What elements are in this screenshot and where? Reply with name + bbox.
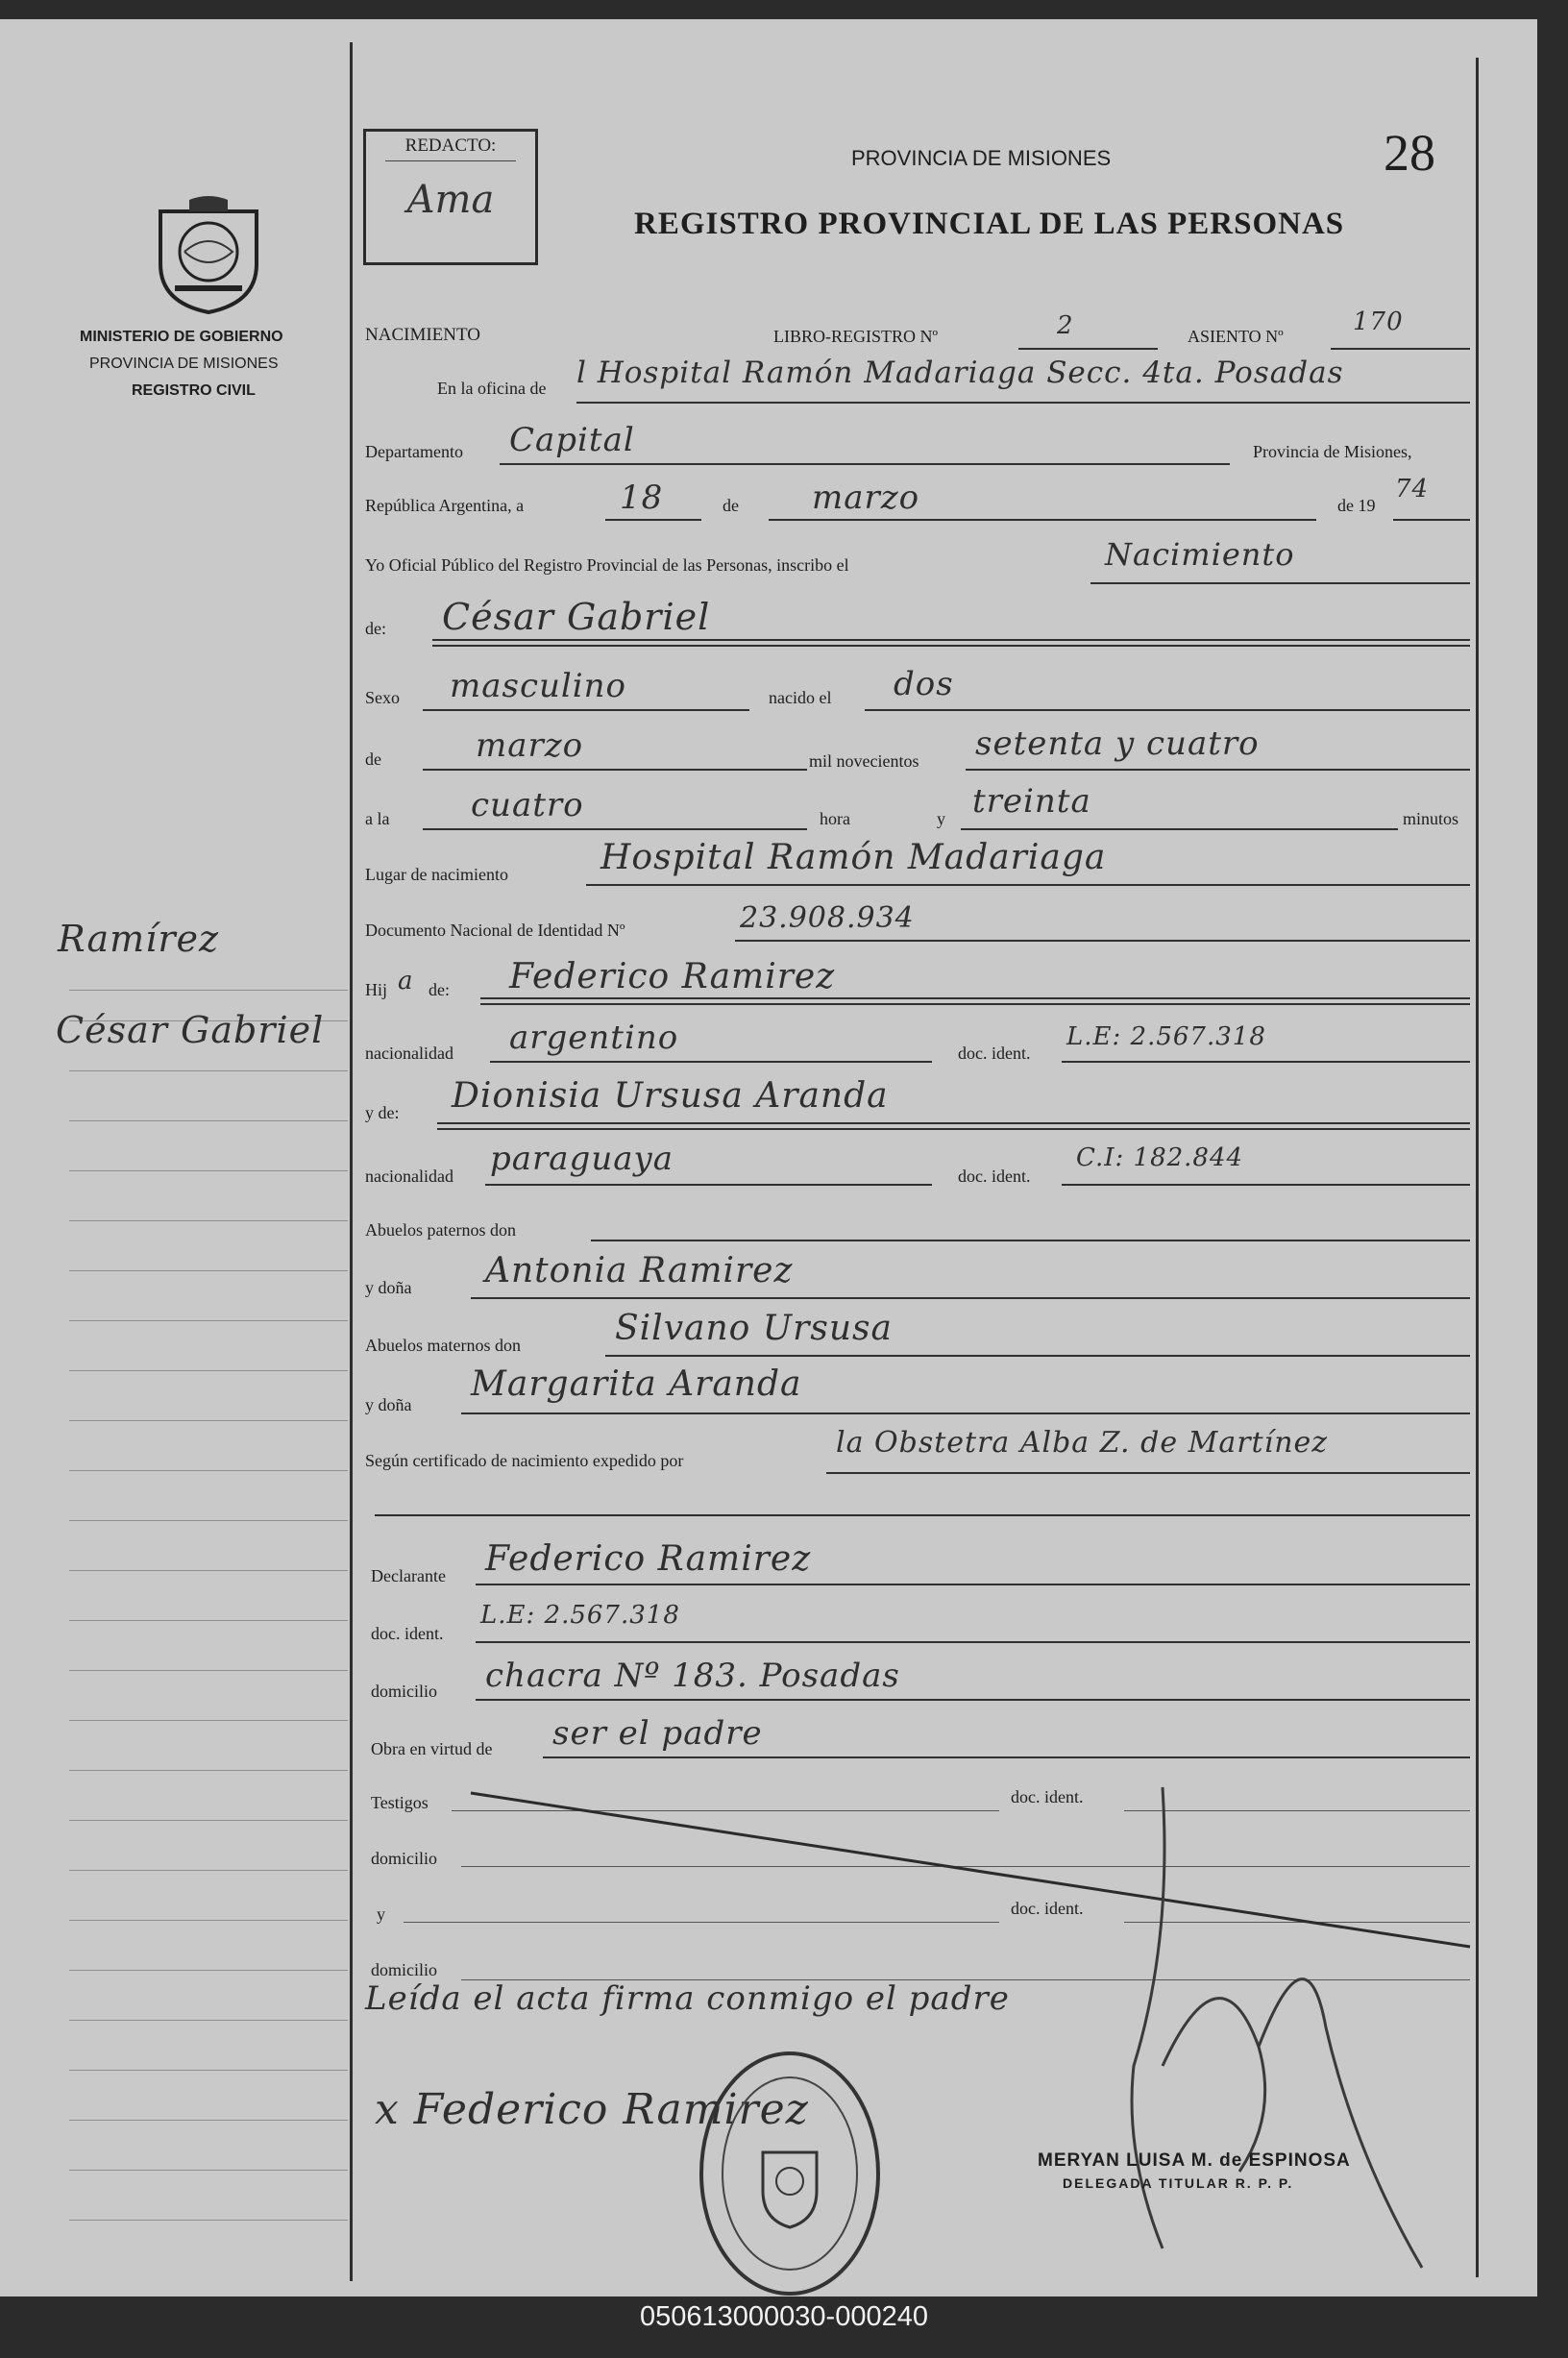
departamento-rule	[500, 463, 1230, 465]
madre-doc-rule	[1062, 1184, 1470, 1186]
oficina-label: En la oficina de	[437, 379, 547, 398]
nombre-label: de:	[365, 619, 386, 638]
padre-doc-rule	[1062, 1061, 1470, 1063]
departamento-value: Capital	[509, 421, 635, 459]
margin-given-names: César Gabriel	[56, 1009, 325, 1051]
minutos-label: minutos	[1403, 809, 1459, 828]
official-seal-icon	[694, 2047, 886, 2301]
left-frame-line	[350, 42, 353, 2281]
declarante-domicilio-value: chacra Nº 183. Posadas	[485, 1657, 900, 1695]
margin-rule	[69, 1570, 348, 1571]
hij-label: Hij	[365, 980, 388, 999]
margin-rule	[69, 1070, 348, 1071]
domicilio2-label: domicilio	[371, 1849, 437, 1868]
paternos-label: Abuelos paternos don	[365, 1220, 516, 1240]
mes-value: marzo	[812, 479, 920, 517]
padre-nac-label: nacionalidad	[365, 1044, 453, 1063]
closing-statement: Leída el acta firma conmigo el padre	[365, 1979, 1010, 2018]
certificado-rule	[826, 1472, 1470, 1474]
madre-rule-double	[437, 1128, 1470, 1130]
redacto-label: REDACTO:	[404, 135, 497, 156]
madre-nac-rule	[485, 1184, 932, 1186]
redacto-initials: Ama	[406, 178, 495, 222]
testigos-label: Testigos	[371, 1793, 429, 1812]
sexo-value: masculino	[450, 667, 627, 705]
paternos-dona-rule	[471, 1297, 1470, 1299]
madre-rule	[437, 1122, 1470, 1124]
padre-rule-double	[480, 1003, 1470, 1005]
margin-surname: Ramírez	[58, 918, 219, 960]
section-divider	[375, 1514, 1470, 1516]
lugar-label: Lugar de nacimiento	[365, 865, 508, 884]
dni-value: 23.908.934	[740, 901, 915, 935]
mil-label: mil novecientos	[809, 751, 919, 771]
alas-label: a la	[365, 809, 390, 828]
declarante-domicilio-label: domicilio	[371, 1682, 437, 1701]
minutos-value: treinta	[972, 782, 1091, 821]
nombre-rule	[432, 639, 1470, 641]
margin-rule	[69, 1170, 348, 1171]
paternos-don-rule	[591, 1240, 1470, 1241]
madre-doc-label: doc. ident.	[958, 1167, 1031, 1186]
margin-rule	[69, 1720, 348, 1721]
y-label: y	[377, 1904, 385, 1924]
libro-value: 2	[1057, 311, 1074, 340]
paper-sheet	[0, 19, 1537, 2297]
madre-value: Dionisia Ursusa Aranda	[452, 1076, 889, 1116]
margin-rule	[69, 2170, 348, 2171]
paternos-dona-label: y doña	[365, 1278, 412, 1297]
declarante-doc-value: L.E: 2.567.318	[480, 1601, 680, 1630]
oficina-rule	[576, 402, 1470, 404]
nombre-value: César Gabriel	[442, 596, 711, 638]
margin-rule	[69, 1970, 348, 1971]
official-signature-icon	[1105, 1749, 1441, 2287]
minutos-rule	[961, 828, 1398, 830]
asiento-value: 170	[1353, 307, 1404, 336]
sexo-label: Sexo	[365, 688, 400, 707]
nacido-value: dos	[894, 665, 954, 703]
ministry-line2: PROVINCIA DE MISIONES	[89, 356, 279, 372]
padre-nac-value: argentino	[509, 1019, 679, 1057]
province-heading: PROVINCIA DE MISIONES	[851, 146, 1112, 170]
oficial-rule	[1090, 582, 1470, 584]
oficial-value: Nacimiento	[1105, 536, 1295, 573]
testigos-doc-label: doc. ident.	[1011, 1787, 1084, 1806]
margin-rule	[69, 2070, 348, 2071]
sexo-rule	[423, 709, 749, 711]
departamento-label: Departamento	[365, 442, 463, 461]
margin-rule	[69, 990, 348, 991]
margin-rule	[69, 1620, 348, 1621]
ministry-line1: MINISTERIO DE GOBIERNO	[80, 329, 283, 345]
hora-value: cuatro	[471, 786, 584, 824]
provincial-crest-icon	[146, 192, 271, 317]
padre-rule	[480, 997, 1470, 999]
nacido-label: nacido el	[769, 688, 832, 707]
nombre-rule-double	[432, 645, 1470, 647]
provincia-label: Provincia de Misiones,	[1253, 442, 1412, 461]
margin-rule	[69, 1770, 348, 1771]
birth-mes-value: marzo	[476, 726, 584, 765]
redacto-box	[363, 129, 538, 265]
margin-rule	[69, 2020, 348, 2021]
redacto-divider	[385, 160, 516, 161]
maternos-don-rule	[605, 1355, 1470, 1357]
margin-rule	[69, 1870, 348, 1871]
horas-label: hora	[820, 809, 850, 828]
dia-rule	[605, 519, 701, 521]
nacido-rule	[865, 709, 1470, 711]
obra-label: Obra en virtud de	[371, 1739, 493, 1758]
lugar-value: Hospital Ramón Madariaga	[600, 838, 1107, 877]
margin-rule	[69, 1220, 348, 1221]
declarante-doc-rule	[476, 1641, 1470, 1643]
de19-label: de 19	[1337, 496, 1376, 515]
madre-nac-value: paraguaya	[490, 1140, 674, 1178]
dia-value: 18	[620, 479, 664, 517]
asiento-rule	[1331, 348, 1470, 350]
declarante-value: Federico Ramirez	[485, 1539, 812, 1579]
registry-heading: REGISTRO PROVINCIAL DE LAS PERSONAS	[634, 207, 1345, 241]
padre-nac-rule	[490, 1061, 932, 1063]
margin-rule	[69, 1920, 348, 1921]
domicilio3-label: domicilio	[371, 1960, 437, 1979]
official-name: MERYAN LUISA M. de ESPINOSA	[1038, 2150, 1351, 2171]
declarante-rule	[476, 1584, 1470, 1585]
certificado-value: la Obstetra Alba Z. de Martínez	[836, 1426, 1329, 1460]
anio-value: 74	[1395, 475, 1430, 504]
dni-rule	[735, 940, 1470, 942]
certificado-label: Según certificado de nacimiento expedido por	[365, 1451, 684, 1470]
mes-rule	[769, 519, 1316, 521]
oficial-label: Yo Oficial Público del Registro Provincial de las Personas, inscribo el	[365, 555, 849, 575]
birth-anio-rule	[966, 769, 1470, 771]
hora-rule	[423, 828, 807, 830]
margin-rule	[69, 1420, 348, 1421]
maternos-dona-rule	[461, 1412, 1470, 1414]
act-type-label: NACIMIENTO	[365, 325, 480, 345]
birth-anio-value: setenta y cuatro	[975, 725, 1260, 763]
libro-rule	[1018, 348, 1158, 350]
maternos-label: Abuelos maternos don	[365, 1336, 521, 1355]
maternos-dona-label: y doña	[365, 1395, 412, 1414]
obra-value: ser el padre	[552, 1714, 763, 1753]
official-title: DELEGADA TITULAR R. P. P.	[1063, 2175, 1294, 2191]
margin-rule	[69, 1670, 348, 1671]
maternos-don-value: Silvano Ursusa	[615, 1309, 893, 1348]
paternos-dona-value: Antonia Ramirez	[485, 1251, 794, 1290]
lugar-rule	[586, 884, 1470, 886]
hij-suffix: a	[398, 967, 414, 995]
declarante-domicilio-rule	[476, 1699, 1470, 1701]
margin-rule	[69, 1120, 348, 1121]
asiento-label: ASIENTO Nº	[1188, 327, 1284, 346]
document-footer-id: 050613000030-000240	[640, 2301, 928, 2332]
madre-nac-label: nacionalidad	[365, 1167, 453, 1186]
maternos-dona-value: Margarita Aranda	[471, 1364, 802, 1404]
margin-rule	[69, 1370, 348, 1371]
margin-rule	[69, 1320, 348, 1321]
ministry-line3: REGISTRO CIVIL	[132, 382, 256, 399]
page-number: 28	[1384, 124, 1435, 182]
birth-de-label: de	[365, 749, 381, 769]
margin-rule	[69, 2220, 348, 2221]
declarant-signature: x Federico Ramirez	[375, 2085, 809, 2134]
margin-rule	[69, 1820, 348, 1821]
margin-rule	[69, 1270, 348, 1271]
margin-rule	[69, 1520, 348, 1521]
dni-label: Documento Nacional de Identidad Nº	[365, 921, 625, 940]
declarante-label: Declarante	[371, 1566, 446, 1585]
margin-rule	[69, 1470, 348, 1471]
oficina-value: l Hospital Ramón Madariaga Secc. 4ta. Posadas	[576, 356, 1344, 390]
padre-value: Federico Ramirez	[509, 957, 836, 996]
doc2-label: doc. ident.	[1011, 1899, 1084, 1918]
anio-rule	[1393, 519, 1470, 521]
madre-doc-value: C.I: 182.844	[1076, 1143, 1244, 1172]
declarante-doc-label: doc. ident.	[371, 1624, 444, 1643]
hij-de-label: de:	[429, 980, 450, 999]
de-label: de	[723, 496, 739, 515]
padre-doc-label: doc. ident.	[958, 1044, 1031, 1063]
padre-doc-value: L.E: 2.567.318	[1066, 1022, 1266, 1051]
hora-y-label: y	[937, 809, 945, 828]
madre-label: y de:	[365, 1103, 400, 1122]
birth-mes-rule	[423, 769, 807, 771]
margin-rule	[69, 2120, 348, 2121]
republica-label: República Argentina, a	[365, 496, 525, 515]
libro-label: LIBRO-REGISTRO Nº	[773, 327, 939, 346]
